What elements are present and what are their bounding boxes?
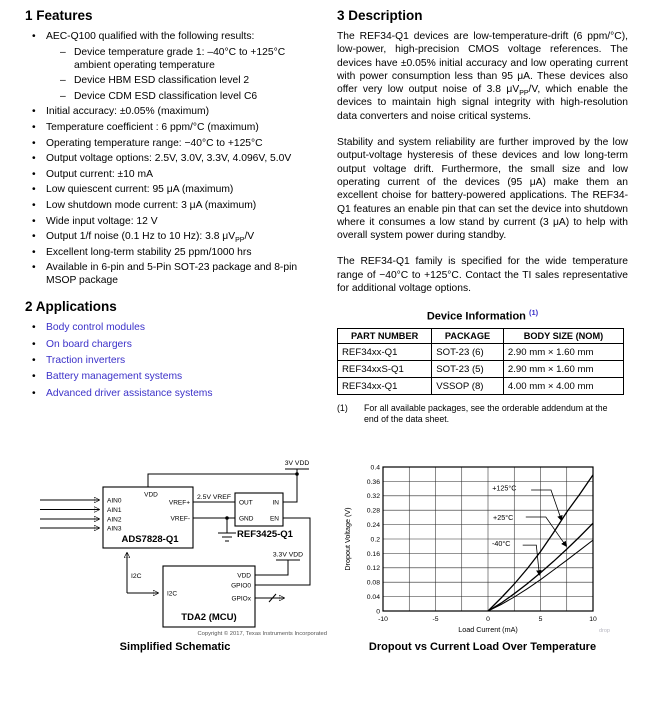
x-tick-label: 0 bbox=[486, 616, 490, 623]
pin-label: EN bbox=[269, 515, 279, 523]
feature-text: Output 1/f noise (0.1 Hz to 10 Hz): 3.8 μV bbox=[46, 231, 236, 243]
paragraph-text: The REF34-Q1 devices are low-temperature-drift (6 ppm/°C), low-power, high-precision CMOS voltage references. The devices have ±0.05% initial accuracy and low operating current with power consumption less than 95 μA. These devices also offer very low output noise of 3.8 μV bbox=[337, 31, 628, 96]
right-column bbox=[337, 8, 628, 425]
ref-name: REF3425-Q1 bbox=[237, 529, 293, 540]
table-cell: REF34xx-Q1 bbox=[338, 344, 432, 361]
feature-item: • Low shutdown mode current: 3 μA (maximum) bbox=[25, 199, 313, 212]
feature-item: • Operating temperature range: −40°C to +125°C bbox=[25, 137, 313, 150]
x-axis-title: Load Current (mA) bbox=[458, 625, 518, 634]
footnote bbox=[337, 403, 628, 425]
y-tick-label: 0.16 bbox=[366, 550, 380, 558]
feature-item: • Wide input voltage: 12 V bbox=[25, 215, 313, 228]
net-label: 2.5V VREF bbox=[197, 494, 231, 501]
y-tick-label: 0.32 bbox=[366, 493, 380, 501]
pin-label: VDD bbox=[144, 491, 158, 499]
mcu-name: TDA2 (MCU) bbox=[181, 612, 237, 623]
feature-item: • Temperature coefficient : 6 ppm/°C (maximum) bbox=[25, 121, 313, 134]
footnote-number: (1) bbox=[337, 403, 348, 413]
application-link[interactable]: • Battery management systems bbox=[25, 370, 313, 383]
pin-label: IN bbox=[272, 499, 279, 507]
feature-item: • Available in 6-pin and 5-Pin SOT-23 package and 8-pin MSOP package bbox=[25, 261, 313, 287]
feature-item: • Initial accuracy: ±0.05% (maximum) bbox=[25, 105, 313, 118]
mcu-vdd-wire bbox=[255, 560, 288, 575]
table-header-cell: PACKAGE bbox=[432, 329, 504, 344]
series-label: +25°C bbox=[493, 512, 514, 522]
pin-label: I2C bbox=[167, 590, 178, 598]
y-tick-label: 0.24 bbox=[366, 522, 380, 529]
y-tick-label: 0.4 bbox=[370, 464, 380, 472]
pin-label: GPIOx bbox=[231, 595, 251, 603]
feature-subitem: – Device CDM ESD classification level C6 bbox=[25, 90, 313, 103]
chart-watermark: drop bbox=[598, 628, 610, 634]
application-link[interactable]: • Body control modules bbox=[25, 321, 313, 334]
series-label: +125°C bbox=[492, 483, 517, 493]
chart-caption: Dropout vs Current Load Over Temperature bbox=[368, 641, 597, 653]
junction-dot bbox=[295, 472, 299, 476]
net-label: I2C bbox=[131, 573, 142, 580]
pin-label: OUT bbox=[239, 499, 253, 507]
table-cell: VSSOP (8) bbox=[432, 378, 504, 395]
simplified-schematic bbox=[20, 453, 330, 639]
table-cell: REF34xxS-Q1 bbox=[338, 361, 432, 378]
table-cell: 2.90 mm × 1.60 mm bbox=[503, 361, 623, 378]
feature-subitem: – Device temperature grade 1: –40°C to +125°C ambient operating temperature bbox=[25, 46, 313, 72]
pin-label: VREF+ bbox=[168, 499, 190, 507]
table-header-cell: PART NUMBER bbox=[338, 329, 432, 344]
net-label: 3V VDD bbox=[284, 460, 310, 467]
schematic-caption: Simplified Schematic bbox=[119, 641, 231, 653]
description-heading: 3 Description bbox=[337, 8, 423, 23]
footnote-text: For all available packages, see the orderable addendum at the end of the data sheet. bbox=[364, 403, 608, 424]
device-info-table bbox=[337, 328, 624, 395]
applications-heading: 2 Applications bbox=[25, 299, 117, 315]
table-cell: 4.00 mm × 4.00 mm bbox=[503, 378, 623, 395]
feature-subitem: – Device HBM ESD classification level 2 bbox=[25, 74, 313, 87]
x-tick-label: -10 bbox=[378, 616, 388, 623]
dropout-chart bbox=[340, 452, 640, 638]
device-info-title-text: Device Information bbox=[426, 311, 526, 323]
y-tick-label: 0.36 bbox=[366, 478, 380, 486]
pin-label: GND bbox=[239, 515, 254, 523]
table-header-cell: BODY SIZE (NOM) bbox=[503, 329, 623, 344]
y-tick-label: 0.04 bbox=[366, 594, 380, 601]
application-link[interactable]: • Traction inverters bbox=[25, 354, 313, 367]
y-tick-label: 0.2 bbox=[370, 536, 380, 544]
table-header-row bbox=[338, 329, 624, 344]
description-paragraph: The REF34-Q1 family is specified for the wide temperature range of −40°C to +125°C. Contact the TI sales representative for additional voltage options. bbox=[337, 256, 628, 295]
pin-label: GPIO0 bbox=[231, 582, 251, 590]
series-label: -40°C bbox=[491, 539, 511, 549]
features-heading: 1 Features bbox=[25, 8, 93, 23]
net-label: 3.3V VDD bbox=[272, 551, 304, 559]
feature-item: • AEC-Q100 qualified with the following results: bbox=[25, 30, 313, 43]
pin-label: AIN0 bbox=[107, 497, 122, 505]
table-cell: SOT-23 (5) bbox=[432, 361, 504, 378]
pin-label: AIN3 bbox=[107, 525, 122, 533]
copyright-note: Copyright © 2017, Texas Instruments Incorporated bbox=[197, 631, 327, 637]
y-tick-label: 0.28 bbox=[366, 507, 380, 515]
features-list bbox=[25, 30, 313, 287]
pin-label: VDD bbox=[237, 572, 251, 580]
paragraph-text: /V, which enable the devices to maintain high signal integrity with high-resolution data converters and noise critical systems. bbox=[337, 84, 628, 122]
feature-item: • Low quiescent current: 95 μA (maximum) bbox=[25, 183, 313, 196]
application-link[interactable]: • Advanced driver assistance systems bbox=[25, 387, 313, 400]
x-tick-label: 10 bbox=[589, 616, 597, 623]
table-row bbox=[338, 361, 624, 378]
series-label-arrow bbox=[531, 490, 561, 520]
y-tick-label: 0 bbox=[376, 608, 380, 616]
pin-label: VREF- bbox=[170, 515, 190, 523]
y-tick-label: 0.12 bbox=[366, 565, 380, 573]
footnote-ref-link[interactable]: (1) bbox=[528, 308, 539, 318]
subscript: PP bbox=[519, 90, 529, 98]
x-tick-label: 5 bbox=[538, 616, 543, 623]
feature-text: /V bbox=[244, 231, 255, 243]
y-axis-title: Dropout Voltage (V) bbox=[343, 507, 352, 571]
y-tick-label: 0.08 bbox=[366, 579, 380, 587]
description-paragraph bbox=[337, 30, 628, 123]
table-cell: SOT-23 (6) bbox=[432, 344, 504, 361]
left-column bbox=[25, 8, 313, 403]
pin-label: AIN2 bbox=[107, 516, 122, 524]
adc-name: ADS7828-Q1 bbox=[121, 534, 179, 545]
feature-item: • Output current: ±10 mA bbox=[25, 168, 313, 181]
application-link[interactable]: • On board chargers bbox=[25, 338, 313, 351]
table-row bbox=[338, 378, 624, 395]
x-tick-label: -5 bbox=[432, 616, 439, 623]
description-body bbox=[337, 30, 628, 295]
table-cell: REF34xx-Q1 bbox=[338, 378, 432, 395]
feature-item: • Excellent long-term stability 25 ppm/1000 hrs bbox=[25, 246, 313, 259]
pin-label: AIN1 bbox=[107, 507, 122, 514]
table-row bbox=[338, 344, 624, 361]
feature-item bbox=[25, 230, 313, 243]
description-paragraph: Stability and system reliability are further improved by the low output-voltage hysteresis of these devices and low long-term output voltage drift. Furthermore, the small size and low operating current of the devices (95 μA) make them an excellent choise for battery-powered applications. The REF34-Q1 features an enable pin that can set the device into shutdown where it consumes a low stand by current (3 μA) to help with overall system power during standby. bbox=[337, 137, 628, 242]
device-info-title bbox=[337, 308, 628, 323]
subscript: PP bbox=[235, 237, 245, 245]
applications-list bbox=[25, 321, 313, 400]
table-cell: 2.90 mm × 1.60 mm bbox=[503, 344, 623, 361]
feature-item: • Output voltage options: 2.5V, 3.0V, 3.3V, 4.096V, 5.0V bbox=[25, 152, 313, 165]
